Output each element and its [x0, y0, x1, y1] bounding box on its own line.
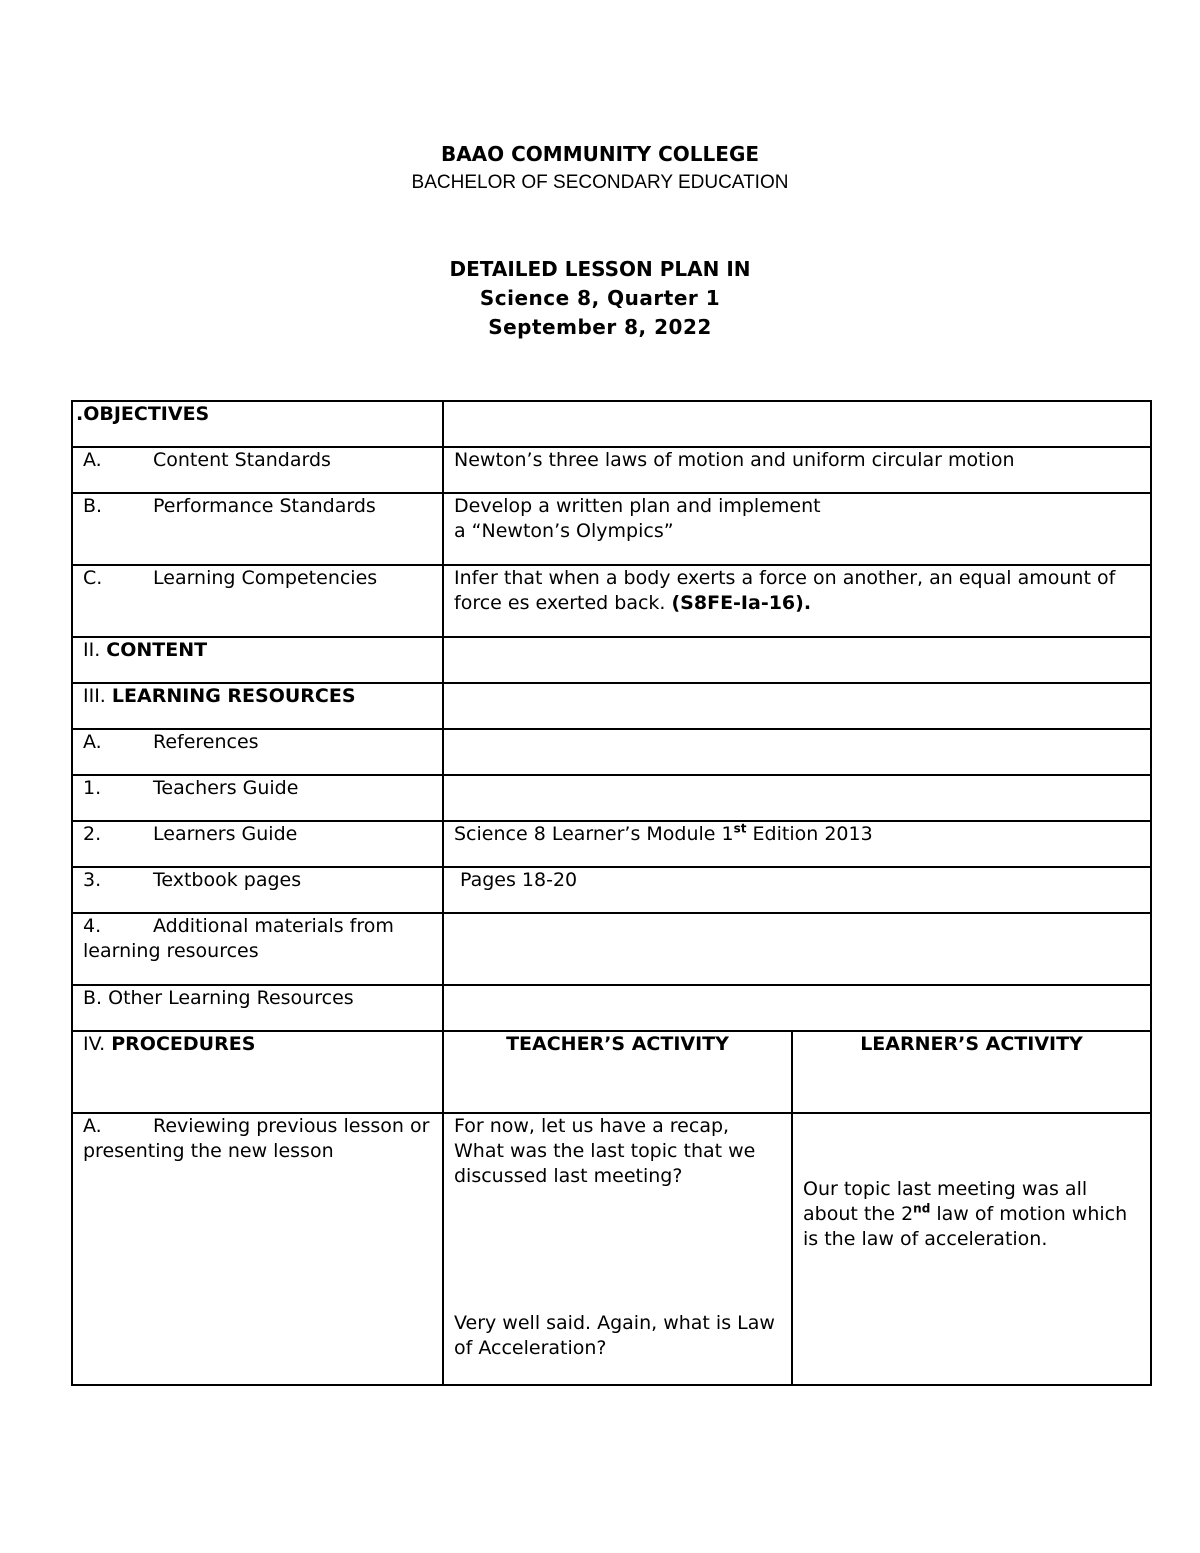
additional-materials-label: 4. Additional materials from learning resources — [72, 913, 443, 985]
learning-resources-value — [443, 683, 1151, 729]
procedures-label: IV. PROCEDURES — [72, 1031, 443, 1113]
additional-materials-value — [443, 913, 1151, 985]
learning-resources-label: III. LEARNING RESOURCES — [72, 683, 443, 729]
references-label: A. References — [72, 729, 443, 775]
textbook-pages-value: Pages 18-20 — [443, 867, 1151, 913]
competency-code: (S8FE-Ia-16). — [671, 592, 812, 614]
content-standards-label: A. Content Standards — [72, 447, 443, 493]
table-row — [72, 1113, 1151, 1385]
table-row — [72, 913, 1151, 985]
learning-competencies-value: Infer that when a body exerts a force on another, an equal amount of force es exerted back. (S8FE-Ia-16). — [443, 565, 1151, 637]
other-resources-value — [443, 985, 1151, 1031]
learners-guide-label: 2. Learners Guide — [72, 821, 443, 867]
table-row — [72, 821, 1151, 867]
table-row — [72, 729, 1151, 775]
plan-date: September 8, 2022 — [488, 315, 712, 339]
table-row — [72, 401, 1151, 447]
other-resources-label: B. Other Learning Resources — [72, 985, 443, 1031]
teacher-recap-question: For now, let us have a recap, What was the last topic that we discussed last meeting? — [454, 1115, 756, 1187]
table-row — [72, 565, 1151, 637]
teacher-followup-question: Very well said. Again, what is Law of Acceleration? — [454, 1312, 775, 1359]
references-value — [443, 729, 1151, 775]
lesson-plan-table — [71, 400, 1152, 1386]
performance-standards-value: Develop a written plan and implement a “Newton’s Olympics” — [443, 493, 1151, 565]
table-row — [72, 1031, 1151, 1113]
learning-competencies-label: C. Learning Competencies — [72, 565, 443, 637]
school-name: BAAO COMMUNITY COLLEGE — [440, 142, 760, 166]
learners-guide-value: Science 8 Learner’s Module 1st Edition 2013 — [443, 821, 1151, 867]
table-row — [72, 867, 1151, 913]
table-row — [72, 985, 1151, 1031]
teacher-activity-header: TEACHER’S ACTIVITY — [443, 1031, 792, 1113]
table-row — [72, 447, 1151, 493]
learner-activity-cell — [792, 1113, 1151, 1385]
performance-standards-label: B. Performance Standards — [72, 493, 443, 565]
learner-activity-header: LEARNER’S ACTIVITY — [792, 1031, 1151, 1113]
plan-subject: Science 8, Quarter 1 — [479, 286, 721, 310]
objectives-value — [443, 401, 1151, 447]
table-row — [72, 775, 1151, 821]
teachers-guide-value — [443, 775, 1151, 821]
teachers-guide-label: 1. Teachers Guide — [72, 775, 443, 821]
table-row — [72, 683, 1151, 729]
textbook-pages-label: 3. Textbook pages — [72, 867, 443, 913]
learner-answer: Our topic last meeting was all about the 2nd law of motion which is the law of acceleration. — [803, 1178, 1128, 1250]
table-row — [72, 493, 1151, 565]
table-row — [72, 637, 1151, 683]
content-label: II. CONTENT — [72, 637, 443, 683]
reviewing-label: A. Reviewing previous lesson or presenting the new lesson — [72, 1113, 443, 1385]
content-standards-value: Newton’s three laws of motion and uniform circular motion — [443, 447, 1151, 493]
teacher-activity-cell — [443, 1113, 792, 1385]
plan-title: DETAILED LESSON PLAN IN — [449, 257, 751, 281]
objectives-label: .OBJECTIVES — [72, 401, 443, 447]
content-value — [443, 637, 1151, 683]
program-name: BACHELOR OF SECONDARY EDUCATION — [411, 172, 789, 193]
